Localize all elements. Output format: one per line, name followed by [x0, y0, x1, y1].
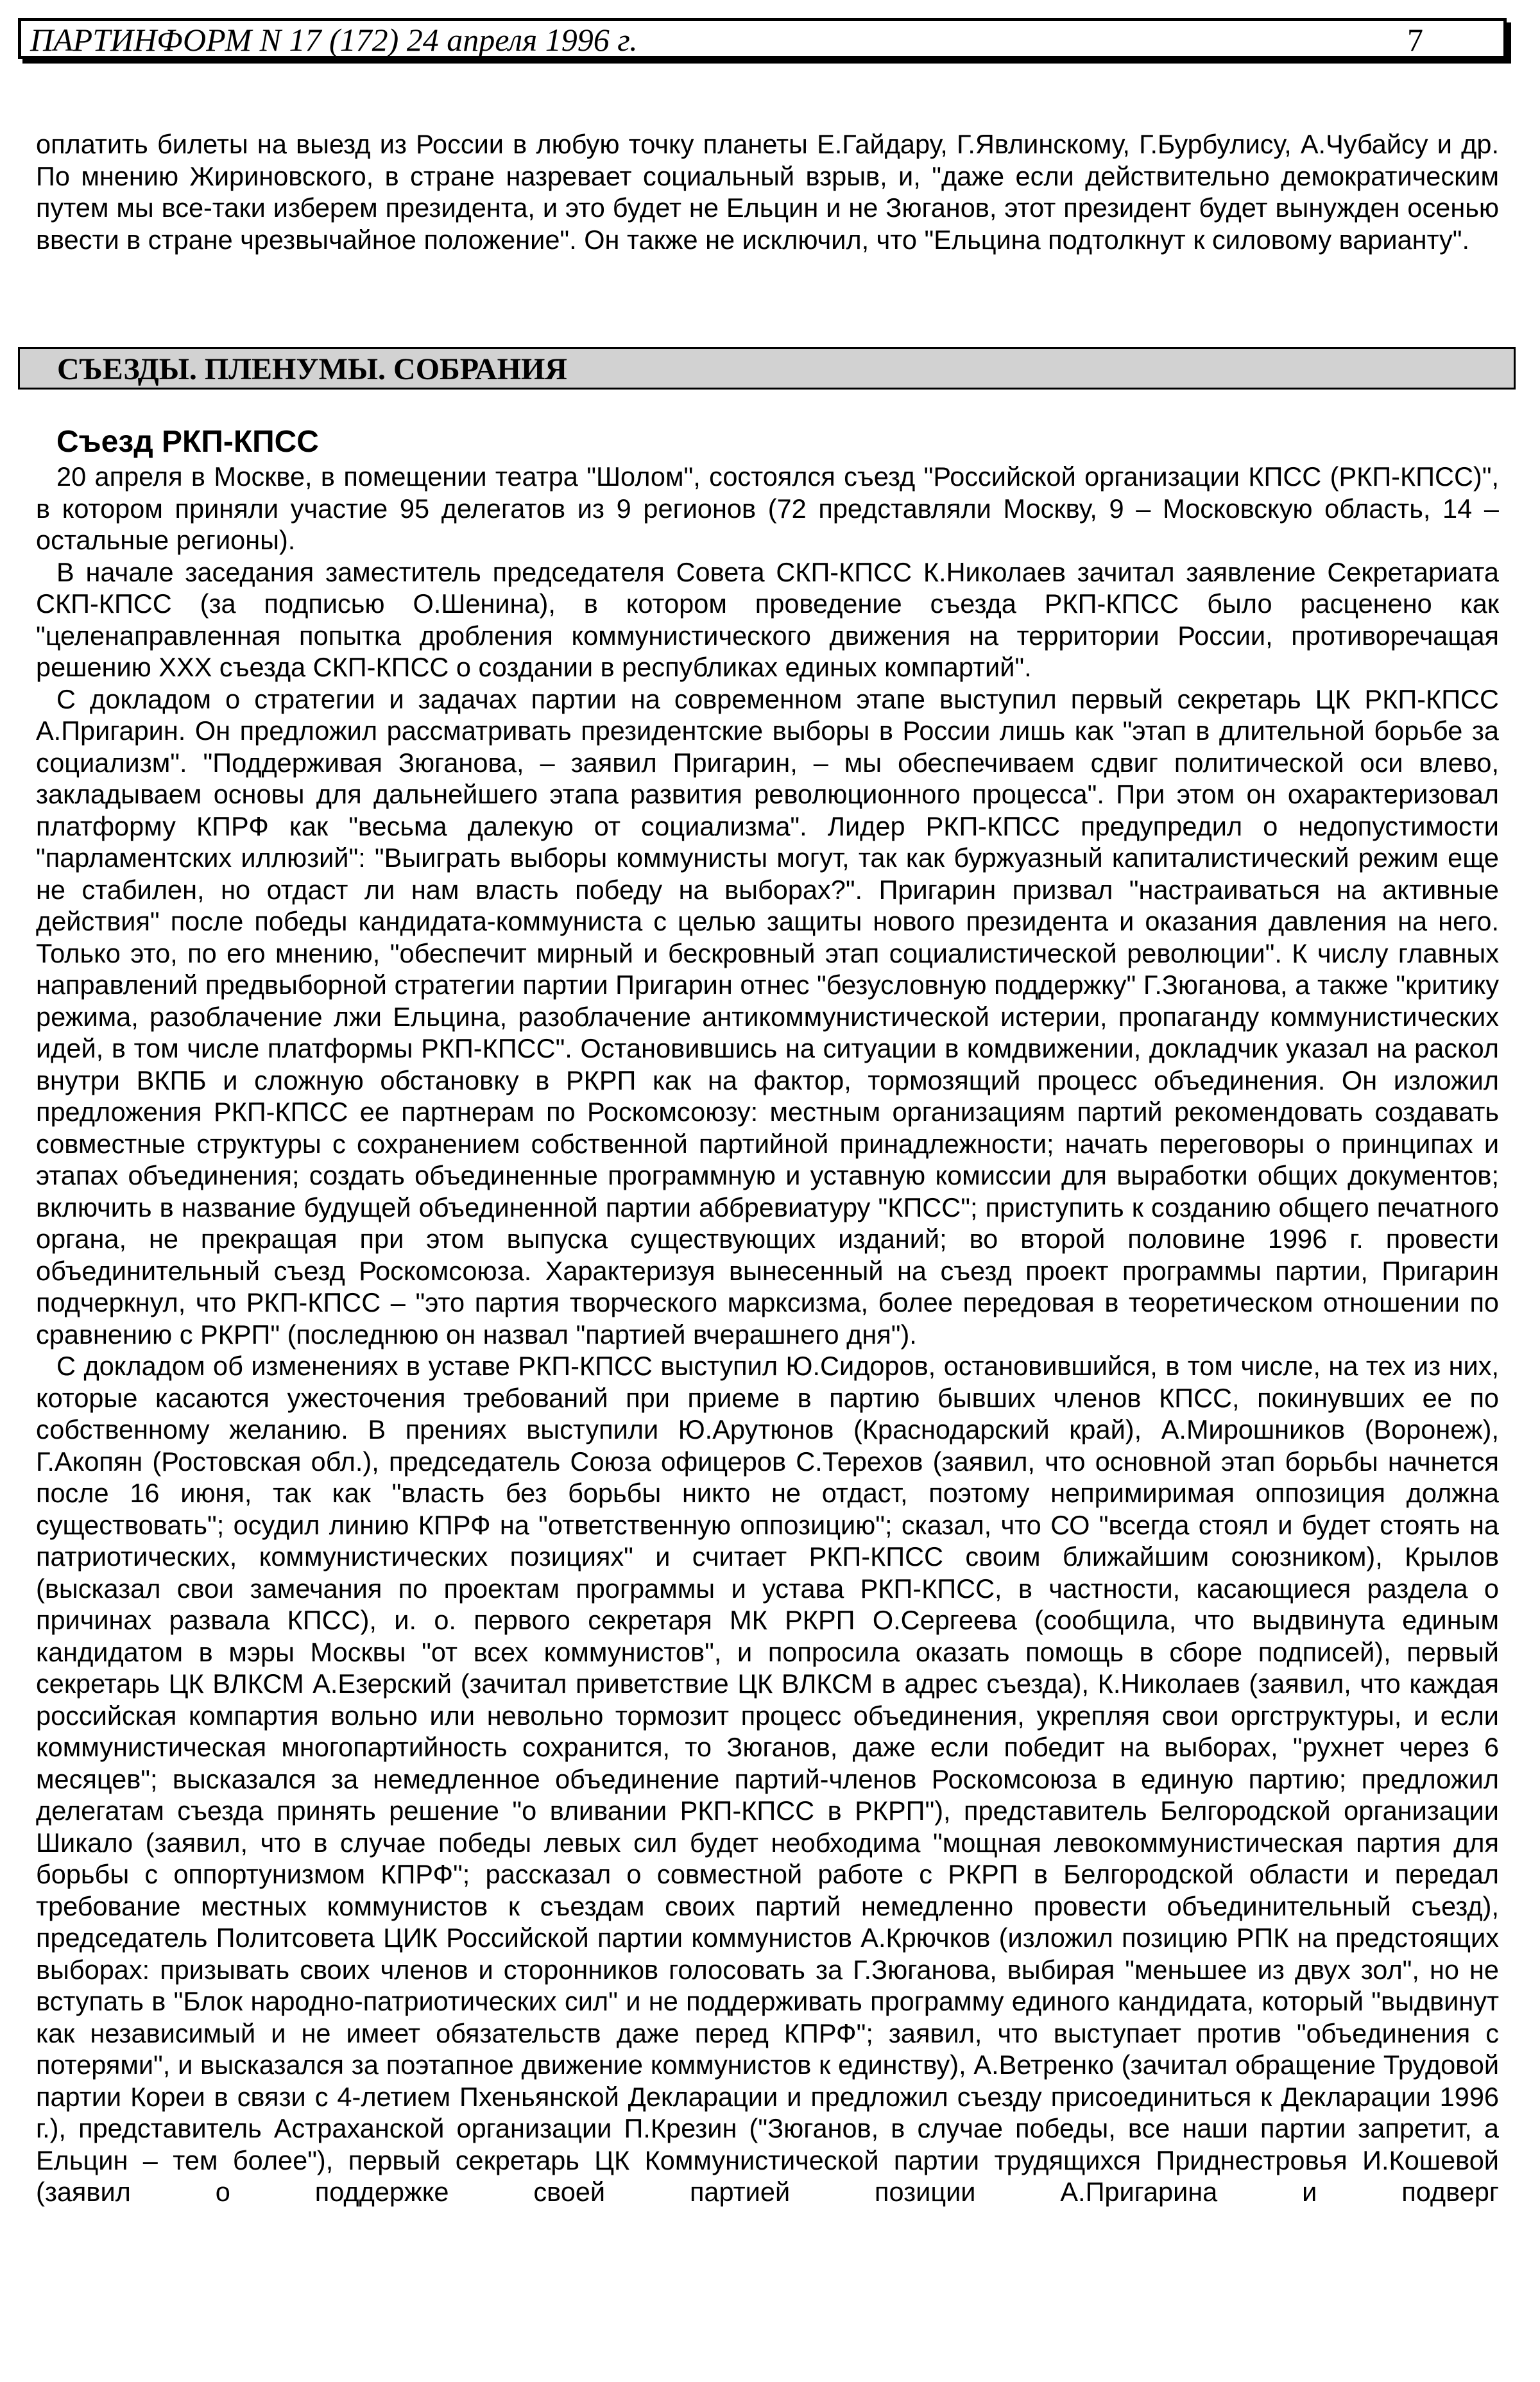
- newspaper-issue-title: ПАРТИНФОРМ N 17 (172) 24 апреля 1996 г.: [30, 22, 638, 58]
- article-title: Съезд РКП-КПСС: [56, 425, 319, 459]
- article: [36, 424, 1499, 2208]
- page-header: [18, 18, 1507, 59]
- article-paragraph: В начале заседания заместитель председателя Совета СКП-КПСС К.Николаев зачитал заявление Секретариата СКП-КПСС (за подписью О.Шенина), в котором проведение съезда РКП-КПСС было расценено как "целенаправленная попытка дробления коммунистического движения на территории России, противоречащая решению XXX съезда СКП-КПСС о создании в республиках единых компартий".: [36, 556, 1499, 682]
- article-paragraph: 20 апреля в Москве, в помещении театра "Шолом", состоялся съезд "Российской организации КПСС (РКП-КПСС)", в котором приняли участие 95 делегатов из 9 регионов (72 представляли Москву, 9 – Московскую область, 14 – остальные регионы).: [36, 461, 1499, 555]
- section-title: СЪЕЗДЫ. ПЛЕНУМЫ. СОБРАНИЯ: [57, 352, 567, 386]
- article-paragraph: С докладом об изменениях в уставе РКП-КПСС выступил Ю.Сидоров, остановившийся, в том числе, на тех из них, которые касаются ужесточения требований при приеме в партию бывших членов КПСС, покинувших ее по собственному желанию. В прениях выступили Ю.Арутюнов (Краснодарский край), А.Мирошников (Воронеж), Г.Акопян (Ростовская обл.), председатель Союза офицеров С.Терехов (заявил, что основной этап борьбы начнется после 16 июня, так как "власть без борьбы никто не отдаст, поэтому непримиримая оппозиция должна существовать"; осудил линию КПРФ на "ответственную оппозицию"; сказал, что СО "всегда стоял и будет стоять на патриотических, коммунистических позициях" и считает РКП-КПСС своим ближайшим союзником), Крылов (высказал свои замечания по проектам программы и устава РКП-КПСС, в частности, касающиеся раздела о причинах развала КПСС), и. о. первого секретаря МК РКРП О.Сергеева (сообщила, что выдвинута единым кандидатом в мэры Москвы "от всех коммунистов", и попросила оказать помощь в сборе подписей), первый секретарь ЦК ВЛКСМ А.Езерский (зачитал приветствие ЦК ВЛКСМ в адрес съезда), К.Николаев (заявил, что каждая российская компартия вольно или невольно тормозит процесс объединения, укрепляя свои оргструктуры, и если коммунистическая многопартийность сохранится, то Зюганов, даже если победит на выборах, "рухнет через 6 месяцев"; высказался за немедленное объединение партий-членов Роскомсоюза в единую партию; предложил делегатам съезда принять решение "о вливании РКП-КПСС в РКРП"), представитель Белгородской организации Шикало (заявил, что в случае победы левых сил будет необходима "мощная левокоммунистическая партия для борьбы с оппортунизмом КПРФ"; рассказал о совместной работе с РКРП в Белгородской области и передал требование местных коммунистов к съездам своих партий немедленно провести объединительный съезд), председатель Политсовета ЦИК Российской партии коммунистов А.Крючков (изложил позицию РПК на предстоящих выборах: призывать своих членов и сторонников голосовать за Г.Зюганова, выбирая "меньшее из двух зол", но не вступать в "Блок народно-патриотических сил" и не поддерживать программу единого кандидата, который "выдвинут как независимый и не имеет обязательств даже перед КПРФ"; заявил, что выступает против "объединения с потерями", и высказался за поэтапное движение коммунистов к единству), А.Ветренко (зачитал обращение Трудовой партии Кореи в связи с 4-летием Пхеньянской Декларации и предложил съезду присоединиться к Декларации 1996 г.), представитель Астраханской организации П.Крезин ("Зюганов, в случае победы, все наши партии запретит, а Ельцин – тем более"), первый секретарь ЦК Коммунистической партии трудящихся Приднестровья И.Кошевой (заявил о поддержке своей партией позиции А.Пригарина и подверг: [36, 1351, 1499, 2207]
- page-number: 7: [1407, 22, 1423, 58]
- article-paragraph: С докладом о стратегии и задачах партии на современном этапе выступил первый секретарь ЦК РКП-КПСС А.Пригарин. Он предложил рассматривать президентские выборы в России лишь как "этап в длительной борьбе за социализм". "Поддерживая Зюганова, – заявил Пригарин, – мы обеспечиваем сдвиг политической оси влево, закладываем основы для дальнейшего этапа развития революционного процесса". При этом он охарактеризовал платформу КПРФ как "весьма далекую от социализма". Лидер РКП-КПСС предупредил о недопустимости "парламентских иллюзий": "Выиграть выборы коммунисты могут, так как буржуазный капиталистический режим еще не стабилен, но отдаст ли нам власть победу на выборах?". Пригарин призвал "настраиваться на активные действия" после победы кандидата-коммуниста с целью защиты нового президента и оказания давления на него. Только это, по его мнению, "обеспечит мирный и бескровный этап социалистической революции". К числу главных направлений предвыборной стратегии партии Пригарин отнес "безусловную поддержку" Г.Зюганова, а также "критику режима, разоблачение лжи Ельцина, разоблачение антикоммунистической истерии, пропаганду коммунистических идей, в том числе платформы РКП-КПСС". Остановившись на ситуации в комдвижении, докладчик указал на раскол внутри ВКПБ и сложную обстановку в РКРП как на фактор, тормозящий процесс объединения. Он изложил предложения РКП-КПСС ее партнерам по Роскомсоюзу: местным организациям партий рекомендовать создавать совместные структуры с сохранением собственной партийной принадлежности; начать переговоры о принципах и этапах объединения; создать объединенные программную и уставную комиссии для выработки общих документов; включить в название будущей объединенной партии аббревиатуру "КПСС"; приступить к созданию общего печатного органа, не прекращая при этом выпуска существующих изданий; во второй половине 1996 г. провести объединительный съезд Роскомсоюза. Характеризуя вынесенный на съезд проект программы партии, Пригарин подчеркнул, что РКП-КПСС – "это партия творческого марксизма, более передовая в теоретическом отношении по сравнению с РКРП" (последнюю он назвал "партией вчерашнего дня").: [36, 683, 1499, 1350]
- intro-paragraph-block: [36, 128, 1499, 255]
- section-header: [18, 347, 1516, 390]
- intro-paragraph: оплатить билеты на выезд из России в любую точку планеты Е.Гайдару, Г.Явлинскому, Г.Бурбулису, А.Чубайсу и др. По мнению Жириновского, в стране назревает социальный взрыв, и, "даже если действительно демократическим путем мы все-таки изберем президента, и это будет не Ельцин и не Зюганов, этот президент будет вынужден осенью ввести в стране чрезвычайное положение". Он также не исключил, что "Ельцина подтолкнут к силовому варианту".: [36, 129, 1499, 255]
